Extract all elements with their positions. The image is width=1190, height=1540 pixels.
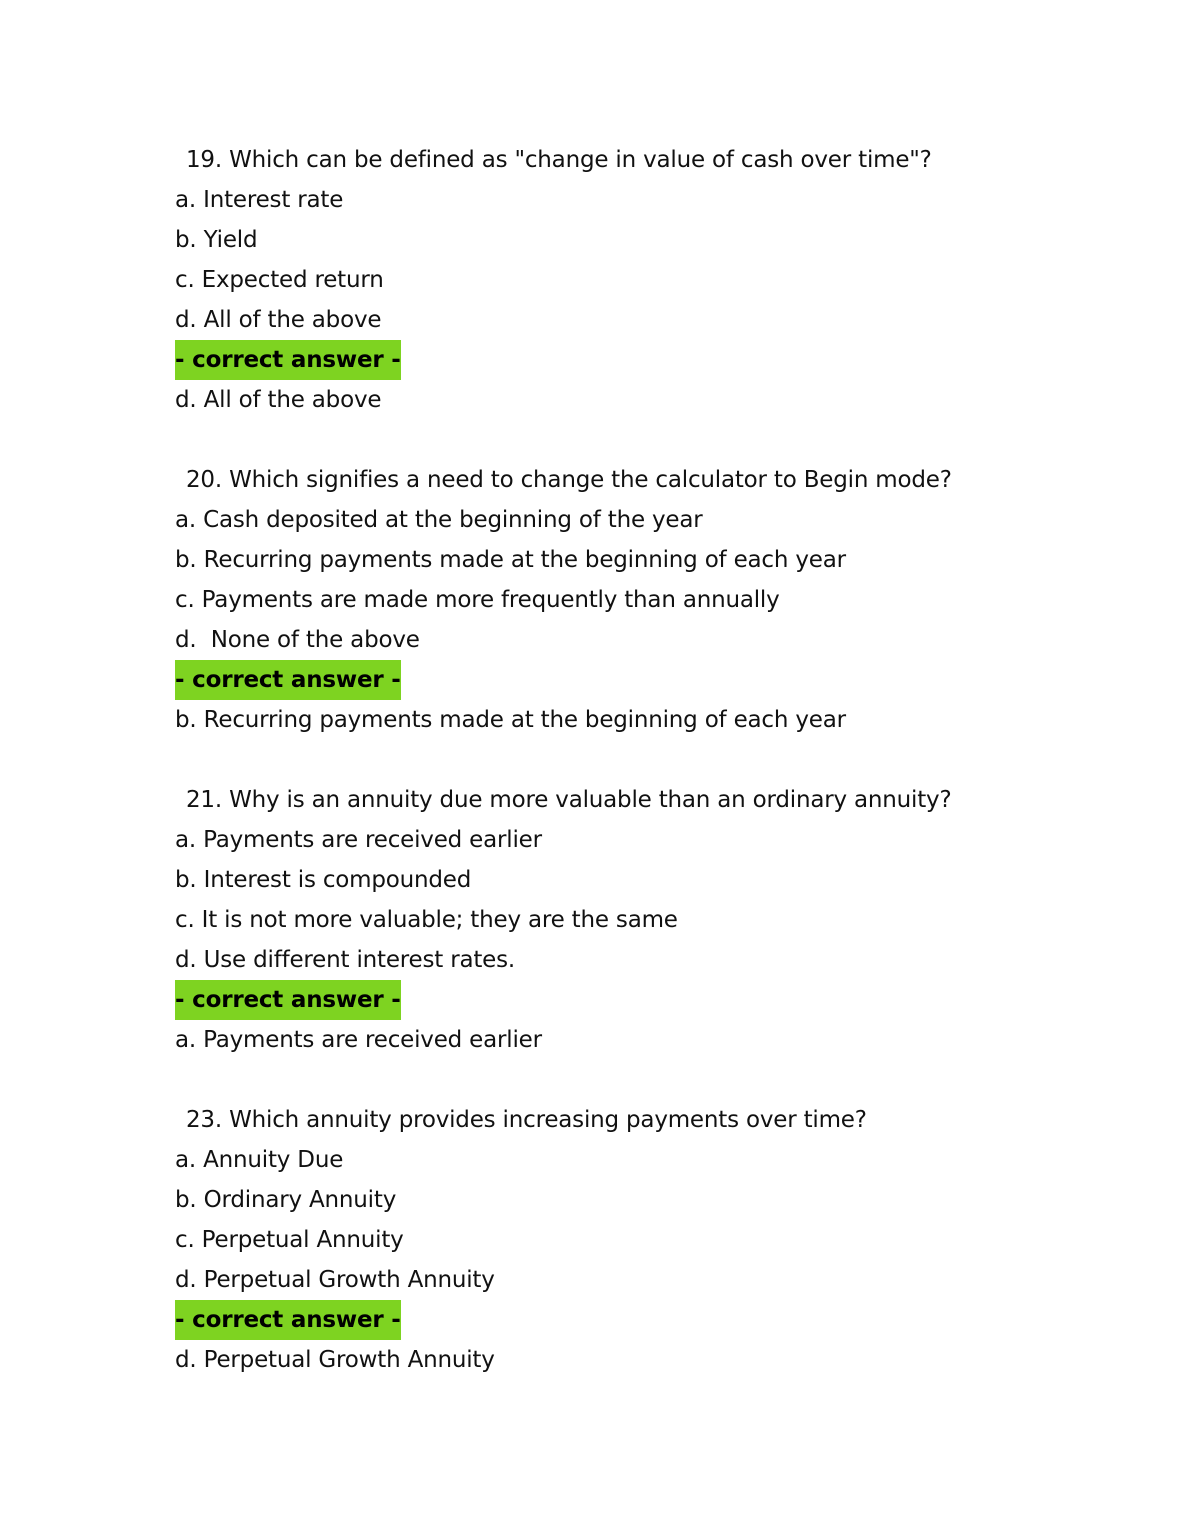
correct-answer-text: b. Recurring payments made at the beginning of each year (175, 707, 846, 733)
option-b: b. Yield (175, 227, 258, 253)
correct-answer-row (175, 1300, 1075, 1340)
option-b: b. Ordinary Annuity (175, 1187, 397, 1213)
question-text: 23. Which annuity provides increasing payments over time? (186, 1107, 867, 1133)
option-d: d. All of the above (175, 307, 382, 333)
option-a: a. Annuity Due (175, 1147, 344, 1173)
option-d: d. None of the above (175, 627, 420, 653)
option-c: c. It is not more valuable; they are the same (175, 907, 678, 933)
option-c: c. Perpetual Annuity (175, 1227, 404, 1253)
question-block-23 (175, 1100, 1075, 1380)
option-c: c. Expected return (175, 267, 384, 293)
question-block-20 (175, 460, 1075, 740)
option-d: d. Use different interest rates. (175, 947, 516, 973)
correct-answer-text: d. All of the above (175, 387, 382, 413)
correct-answer-row (175, 980, 1075, 1020)
correct-answer-label: - correct answer - (175, 340, 401, 380)
option-c: c. Payments are made more frequently than annually (175, 587, 780, 613)
option-d: d. Perpetual Growth Annuity (175, 1267, 495, 1293)
option-b: b. Interest is compounded (175, 867, 472, 893)
question-block-19 (175, 140, 1075, 420)
option-a: a. Interest rate (175, 187, 344, 213)
option-a: a. Cash deposited at the beginning of the year (175, 507, 703, 533)
correct-answer-text: a. Payments are received earlier (175, 1027, 542, 1053)
question-text: 19. Which can be defined as "change in value of cash over time"? (186, 147, 932, 173)
correct-answer-label: - correct answer - (175, 660, 401, 700)
document-page (175, 140, 1075, 1420)
option-a: a. Payments are received earlier (175, 827, 542, 853)
correct-answer-row (175, 660, 1075, 700)
question-text: 21. Why is an annuity due more valuable than an ordinary annuity? (186, 787, 952, 813)
correct-answer-label: - correct answer - (175, 1300, 401, 1340)
question-text: 20. Which signifies a need to change the calculator to Begin mode? (186, 467, 952, 493)
option-b: b. Recurring payments made at the beginning of each year (175, 547, 846, 573)
correct-answer-row (175, 340, 1075, 380)
correct-answer-label: - correct answer - (175, 980, 401, 1020)
correct-answer-text: d. Perpetual Growth Annuity (175, 1347, 495, 1373)
question-block-21 (175, 780, 1075, 1060)
